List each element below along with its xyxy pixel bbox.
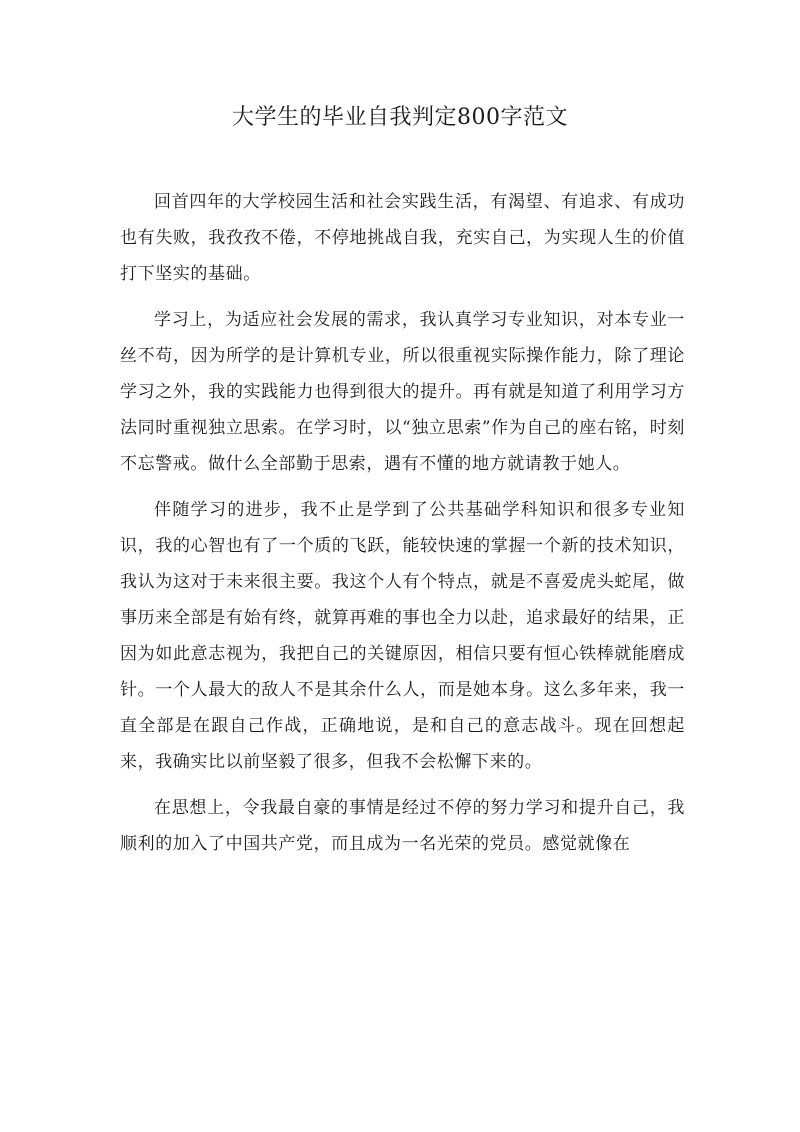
- paragraph-4: 在思想上，令我最自豪的事情是经过不停的努力学习和提升自己，我顺利的加入了中国共产党，而且成为一名光荣的党员。感觉就像在: [120, 798, 685, 854]
- paragraph-3: 伴随学习的进步，我不止是学到了公共基础学科知识和很多专业知识，我的心智也有了一个质的飞跃，能较快速的掌握一个新的技术知识，我认为这对于未来很主要。我这个人有个特点，就是不喜爱虎头蛇尾，做事历来全部是有始有终，就算再难的事也全力以赴，追求最好的结果，正因为如此意志视为，我把自己的关键原因，相信只要有恒心铁棒就能磨成针。一个人最大的敌人不是其余什么人，而是她本身。这么多年来，我一直全部是在跟自己作战，正确地说，是和自己的意志战斗。现在回想起来，我确实比以前坚毅了很多，但我不会松懈下来的。: [120, 500, 685, 772]
- paragraph-2: 学习上，为适应社会发展的需求，我认真学习专业知识，对本专业一丝不苟，因为所学的是计算机专业，所以很重视实际操作能力，除了理论学习之外，我的实践能力也得到很大的提升。再有就是知道了利用学习方法同时重视独立思索。在学习时，以“独立思索”作为自己的座右铭，时刻不忘警戒。做什么全部勤于思索，遇有不懂的地方就请教于她人。: [120, 310, 685, 474]
- document-body: [120, 184, 685, 872]
- document-title: 大学生的毕业自我判定800字范文: [232, 105, 568, 130]
- paragraph-1: 回首四年的大学校园生活和社会实践生活，有渴望、有追求、有成功也有失败，我孜孜不倦，不停地挑战自我，充实自己，为实现人生的价值打下坚实的基础。: [120, 192, 685, 284]
